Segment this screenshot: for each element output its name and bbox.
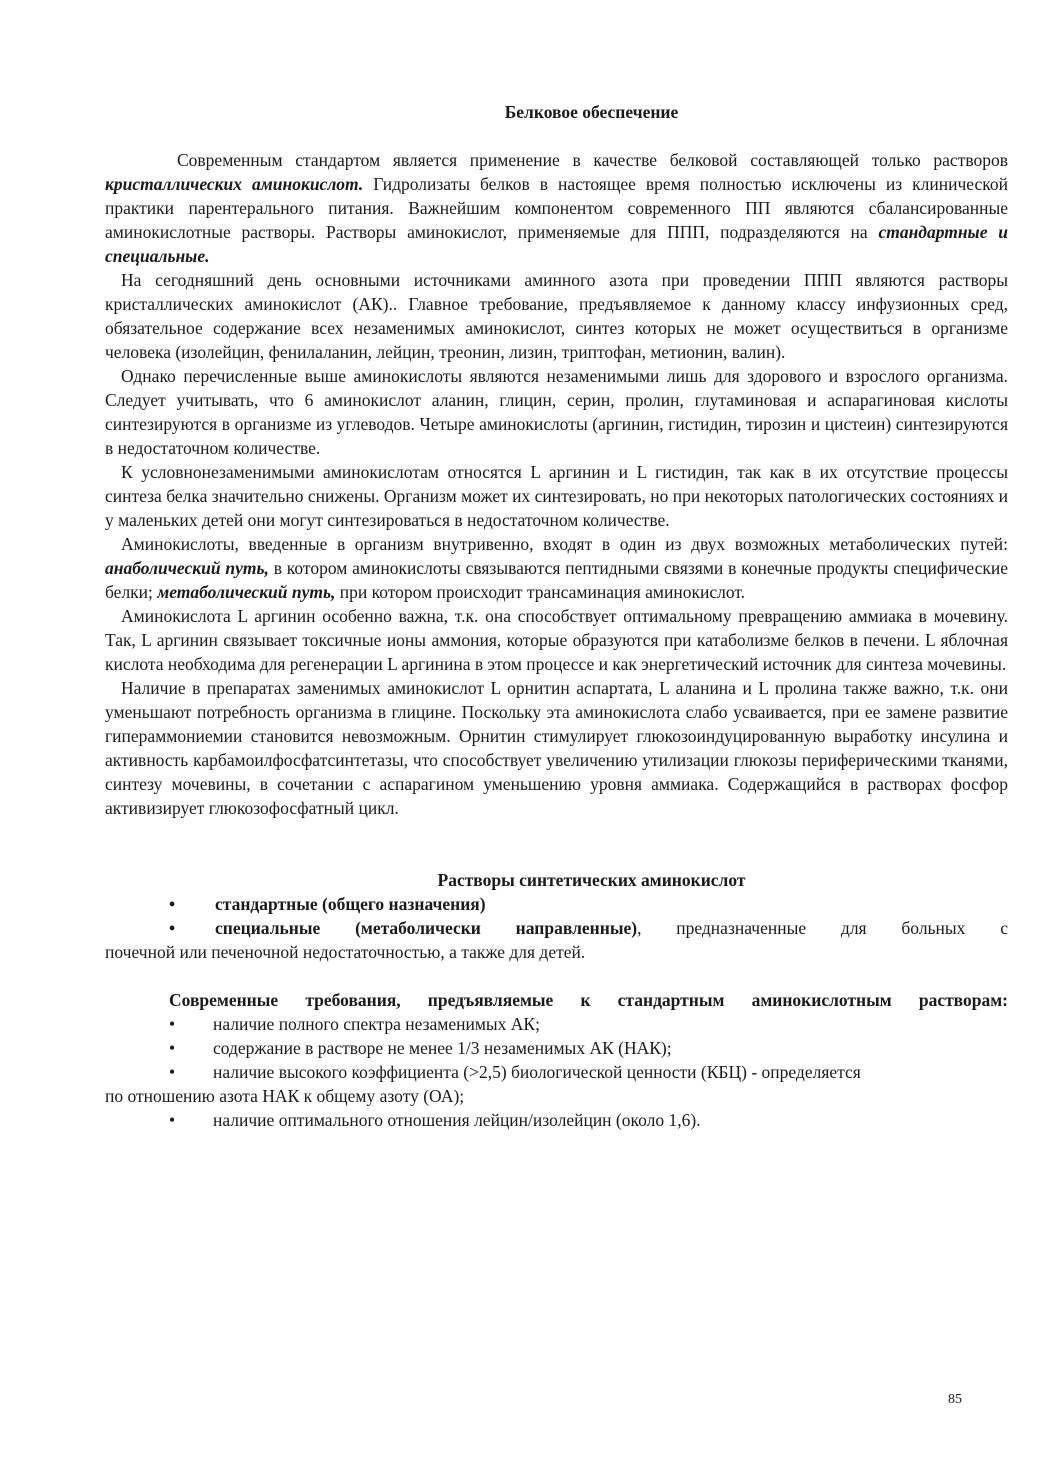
paragraph-1-emphasis-2: стандартные и специальные. [105,222,1008,266]
solutions-item-special [105,916,1008,940]
paragraph-5-emphasis-1: анаболический путь, [105,558,269,578]
paragraph-5-text-a: Аминокислоты, введенные в организм внутривенно, входят в один из двух возможных метаболических путей: [121,534,1008,554]
paragraph-7: Наличие в препаратах заменимых аминокислот L орнитин аспартата, L аланина и L пролина также важно, т.к. они уменьшают потребность организма в глицине. Поскольку эта аминокислота слабо усваивается, при ее замене развитие гипераммониемии становится невозможным. Орнитин стимулирует глюкозоиндуцированную выработку инсулина и активность карбамоилфосфатсинтетазы, что способствует увеличению утилизации глюкозы периферическими тканями, синтезу мочевины, в сочетании с аспарагином уменьшению уровня аммиака. Содержащийся в растворах фосфор активизирует глюкозофосфатный цикл. [105,678,1008,818]
bullet-marker: • [169,894,176,914]
bullet-marker: • [169,1038,176,1058]
solutions-item-special-continuation: почечной или печеночной недостаточностью, а также для детей. [105,942,586,962]
bullet-marker: • [169,918,176,938]
requirement-item-3-text: наличие высокого коэффициента (>2,5) биологической ценности (КБЦ) - определяется [213,1062,861,1082]
paragraph-6: Аминокислота L аргинин особенно важна, т.к. она способствует оптимальному превращению аммиака в мочевину. Так, L аргинин связывает токсичные ионы аммония, которые образуются при катаболизме белков в печени. L яблочная кислота необходима для регенерации L аргинина в этом процессе и как энергетический источник для синтеза мочевины. [105,606,1008,674]
requirement-item-3-continuation: по отношению азота НАК к общему азоту (ОА); [105,1086,465,1106]
page-number: 85 [948,1392,962,1407]
page-title: Белковое обеспечение [504,102,679,122]
paragraph-3: Однако перечисленные выше аминокислоты являются незаменимыми лишь для здорового и взрослого организма. Следует учитывать, что 6 аминокислот аланин, глицин, серин, пролин, глутаминовая и аспарагиновая кислоты синтезируются в организме из углеводов. Четыре аминокислоты (аргинин, гистидин, тирозин и цистеин) синтезируются в недостаточном количестве. [105,366,1008,458]
requirement-item-4-text: наличие оптимального отношения лейцин/изолейцин (около 1,6). [213,1110,701,1130]
paragraph-1-text-a: Современным стандартом является применение в качестве белковой составляющей только растворов [177,150,1008,170]
bullet-marker: • [169,1110,176,1130]
bullet-marker: • [169,1014,176,1034]
section-spacer [105,820,1008,868]
solutions-item-standard [105,892,1008,916]
bullet-marker: • [169,1062,176,1082]
requirement-item-1 [105,1012,1008,1036]
requirement-item-3 [105,1060,1008,1084]
solutions-item-special-text [215,916,1008,940]
solutions-item-standard-text: стандартные (общего назначения) [215,894,486,914]
solutions-title: Растворы синтетических аминокислот [437,870,746,890]
solutions-item-special-rest: , предназначенные для больных с [637,918,1008,938]
paragraph-5-text-c: в котором аминокислоты связываются пептидными связями в конечные продукты специфические белки; [105,558,1008,602]
paragraph-5-emphasis-2: метаболический путь, [157,582,336,602]
paragraph-5 [105,532,1008,604]
document-page [105,100,1008,1132]
paragraph-5-text-e: при котором происходит трансаминация аминокислот. [335,582,746,602]
solutions-item-special-bold: специальные (метаболически направленные) [215,918,638,938]
paragraph-2: На сегодняшний день основными источниками аминного азота при проведении ППП являются растворы кристаллических аминокислот (АК).. Главное требование, предъявляемое к данному классу инфузионных сред, обязательное содержание всех незаменимых аминокислот, синтез которых не может осуществиться в организме человека (изолейцин, фенилаланин, лейцин, треонин, лизин, триптофан, метионин, валин). [105,270,1008,362]
paragraph-1-emphasis-1: кристаллических аминокислот. [105,174,364,194]
requirement-item-1-text: наличие полного спектра незаменимых АК; [213,1014,540,1034]
requirement-item-2 [105,1036,1008,1060]
paragraph-4: К условнонезаменимыми аминокислотам относятся L аргинин и L гистидин, так как в их отсутствие процессы синтеза белка значительно снижены. Организм может их синтезировать, но при некоторых патологических состояниях и у маленьких детей они могут синтезироваться в недостаточном количестве. [105,462,1008,530]
requirements-title: Современные требования, предъявляемые к стандартным аминокислотным растворам: [169,990,1008,1010]
paragraph-1 [105,148,1008,268]
requirement-item-4 [105,1108,1008,1132]
requirement-item-2-text: содержание в растворе не менее 1/3 незаменимых АК (НАК); [213,1038,672,1058]
paragraph-1-text-c: Гидролизаты белков в настоящее время полностью исключены из клинической практики парентерального питания. Важнейшим компонентом современного ПП являются сбалансированные аминокислотные растворы. Растворы аминокислот, применяемые для ППП, подразделяются на [105,174,1008,242]
